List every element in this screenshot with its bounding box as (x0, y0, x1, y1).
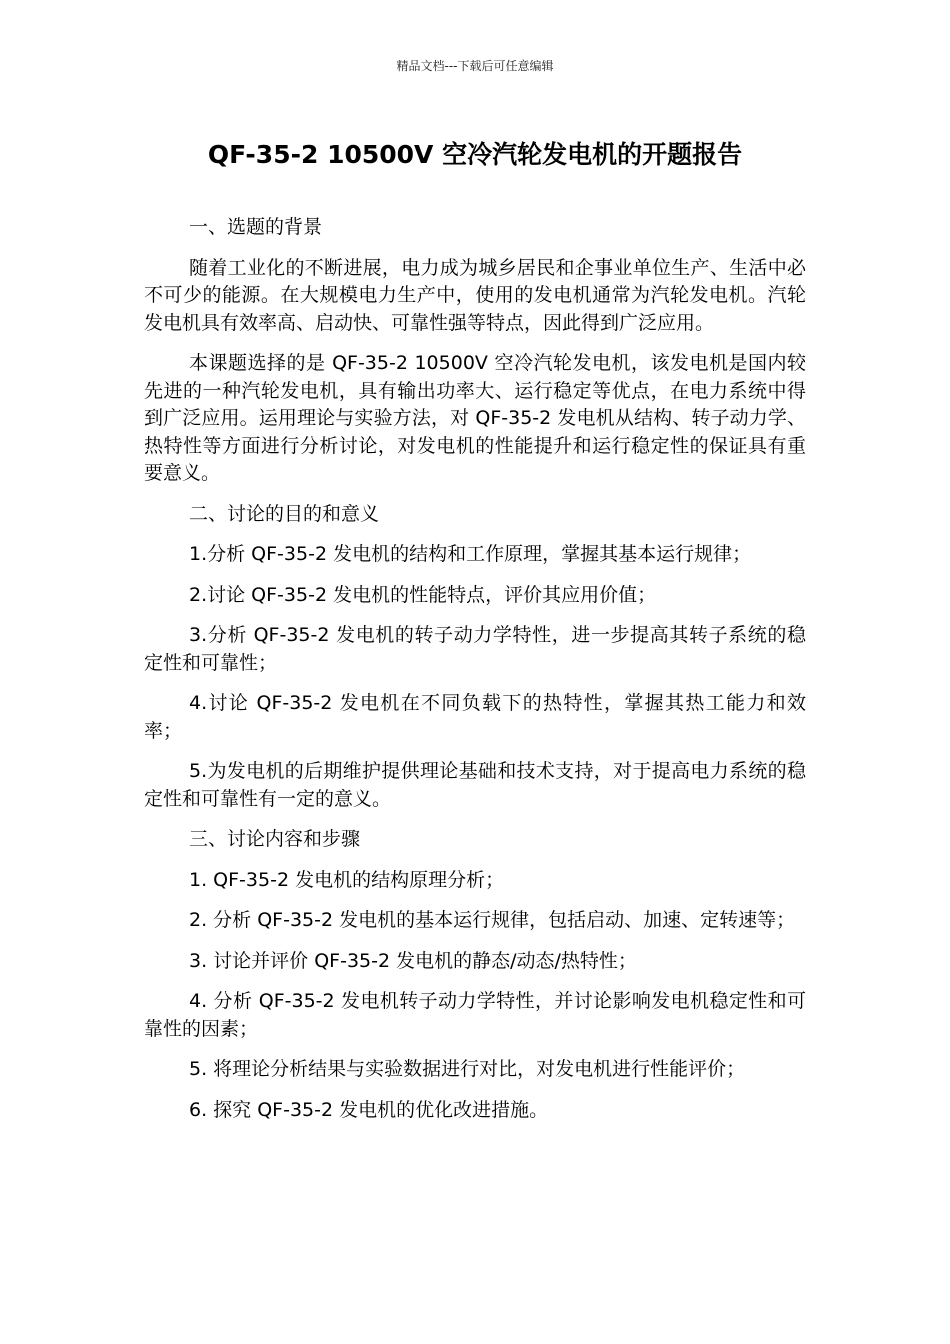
list-item: 2.讨论 QF-35-2 发电机的性能特点，评价其应用价值； (189, 583, 657, 606)
page-header-note: 精品文档---下载后可任意编辑 (396, 59, 554, 73)
list-item: 3. 讨论并评价 QF-35-2 发电机的静态/动态/热特性； (189, 949, 637, 972)
list-item: 5.为发电机的后期维护提供理论基础和技术支持，对于提高电力系统的稳定性和可靠性有一定的意义。 (144, 760, 806, 810)
list-item: 3.分析 QF-35-2 发电机的转子动力学特性，进一步提高其转子系统的稳定性和可靠性； (144, 624, 806, 674)
list-item: 6. 探究 QF-35-2 发电机的优化改进措施。 (189, 1098, 549, 1121)
list-item: 1. QF-35-2 发电机的结构原理分析； (189, 868, 505, 891)
paragraph: 本课题选择的是 QF-35-2 10500V 空冷汽轮发电机，该发电机是国内较先进的一种汽轮发电机，具有输出功率大、运行稳定等优点，在电力系统中得到广泛应用。运用理论与实验方法，对 QF-35-2 发电机从结构、转子动力学、热特性等方面进行分析讨论，对发电机的性能提升和运行稳定性的保证具有重要意义。 (144, 352, 806, 484)
list-item: 4. 分析 QF-35-2 发电机转子动力学特性，并讨论影响发电机稳定性和可靠性的因素； (144, 990, 806, 1040)
document-title: QF-35-2 10500V 空冷汽轮发电机的开题报告 (207, 140, 743, 169)
list-item: 5. 将理论分析结果与实验数据进行对比，对发电机进行性能评价； (189, 1058, 746, 1080)
section-heading-background: 一、选题的背景 (189, 216, 323, 238)
list-item: 2. 分析 QF-35-2 发电机的基本运行规律，包括启动、加速、定转速等； (189, 909, 796, 931)
section-heading-content-steps: 三、讨论内容和步骤 (189, 828, 361, 850)
section-heading-purpose: 二、讨论的目的和意义 (189, 502, 380, 525)
list-item: 1.分析 QF-35-2 发电机的结构和工作原理，掌握其基本运行规律； (189, 543, 752, 565)
document-body (144, 214, 806, 1137)
paragraph: 随着工业化的不断进展，电力成为城乡居民和企事业单位生产、生活中必不可少的能源。在大规模电力生产中，使用的发电机通常为汽轮发电机。汽轮发电机具有效率高、启动快、可靠性强等特点，因此得到广泛应用。 (144, 256, 806, 334)
list-item: 4.讨论 QF-35-2 发电机在不同负载下的热特性，掌握其热工能力和效率； (144, 692, 806, 742)
